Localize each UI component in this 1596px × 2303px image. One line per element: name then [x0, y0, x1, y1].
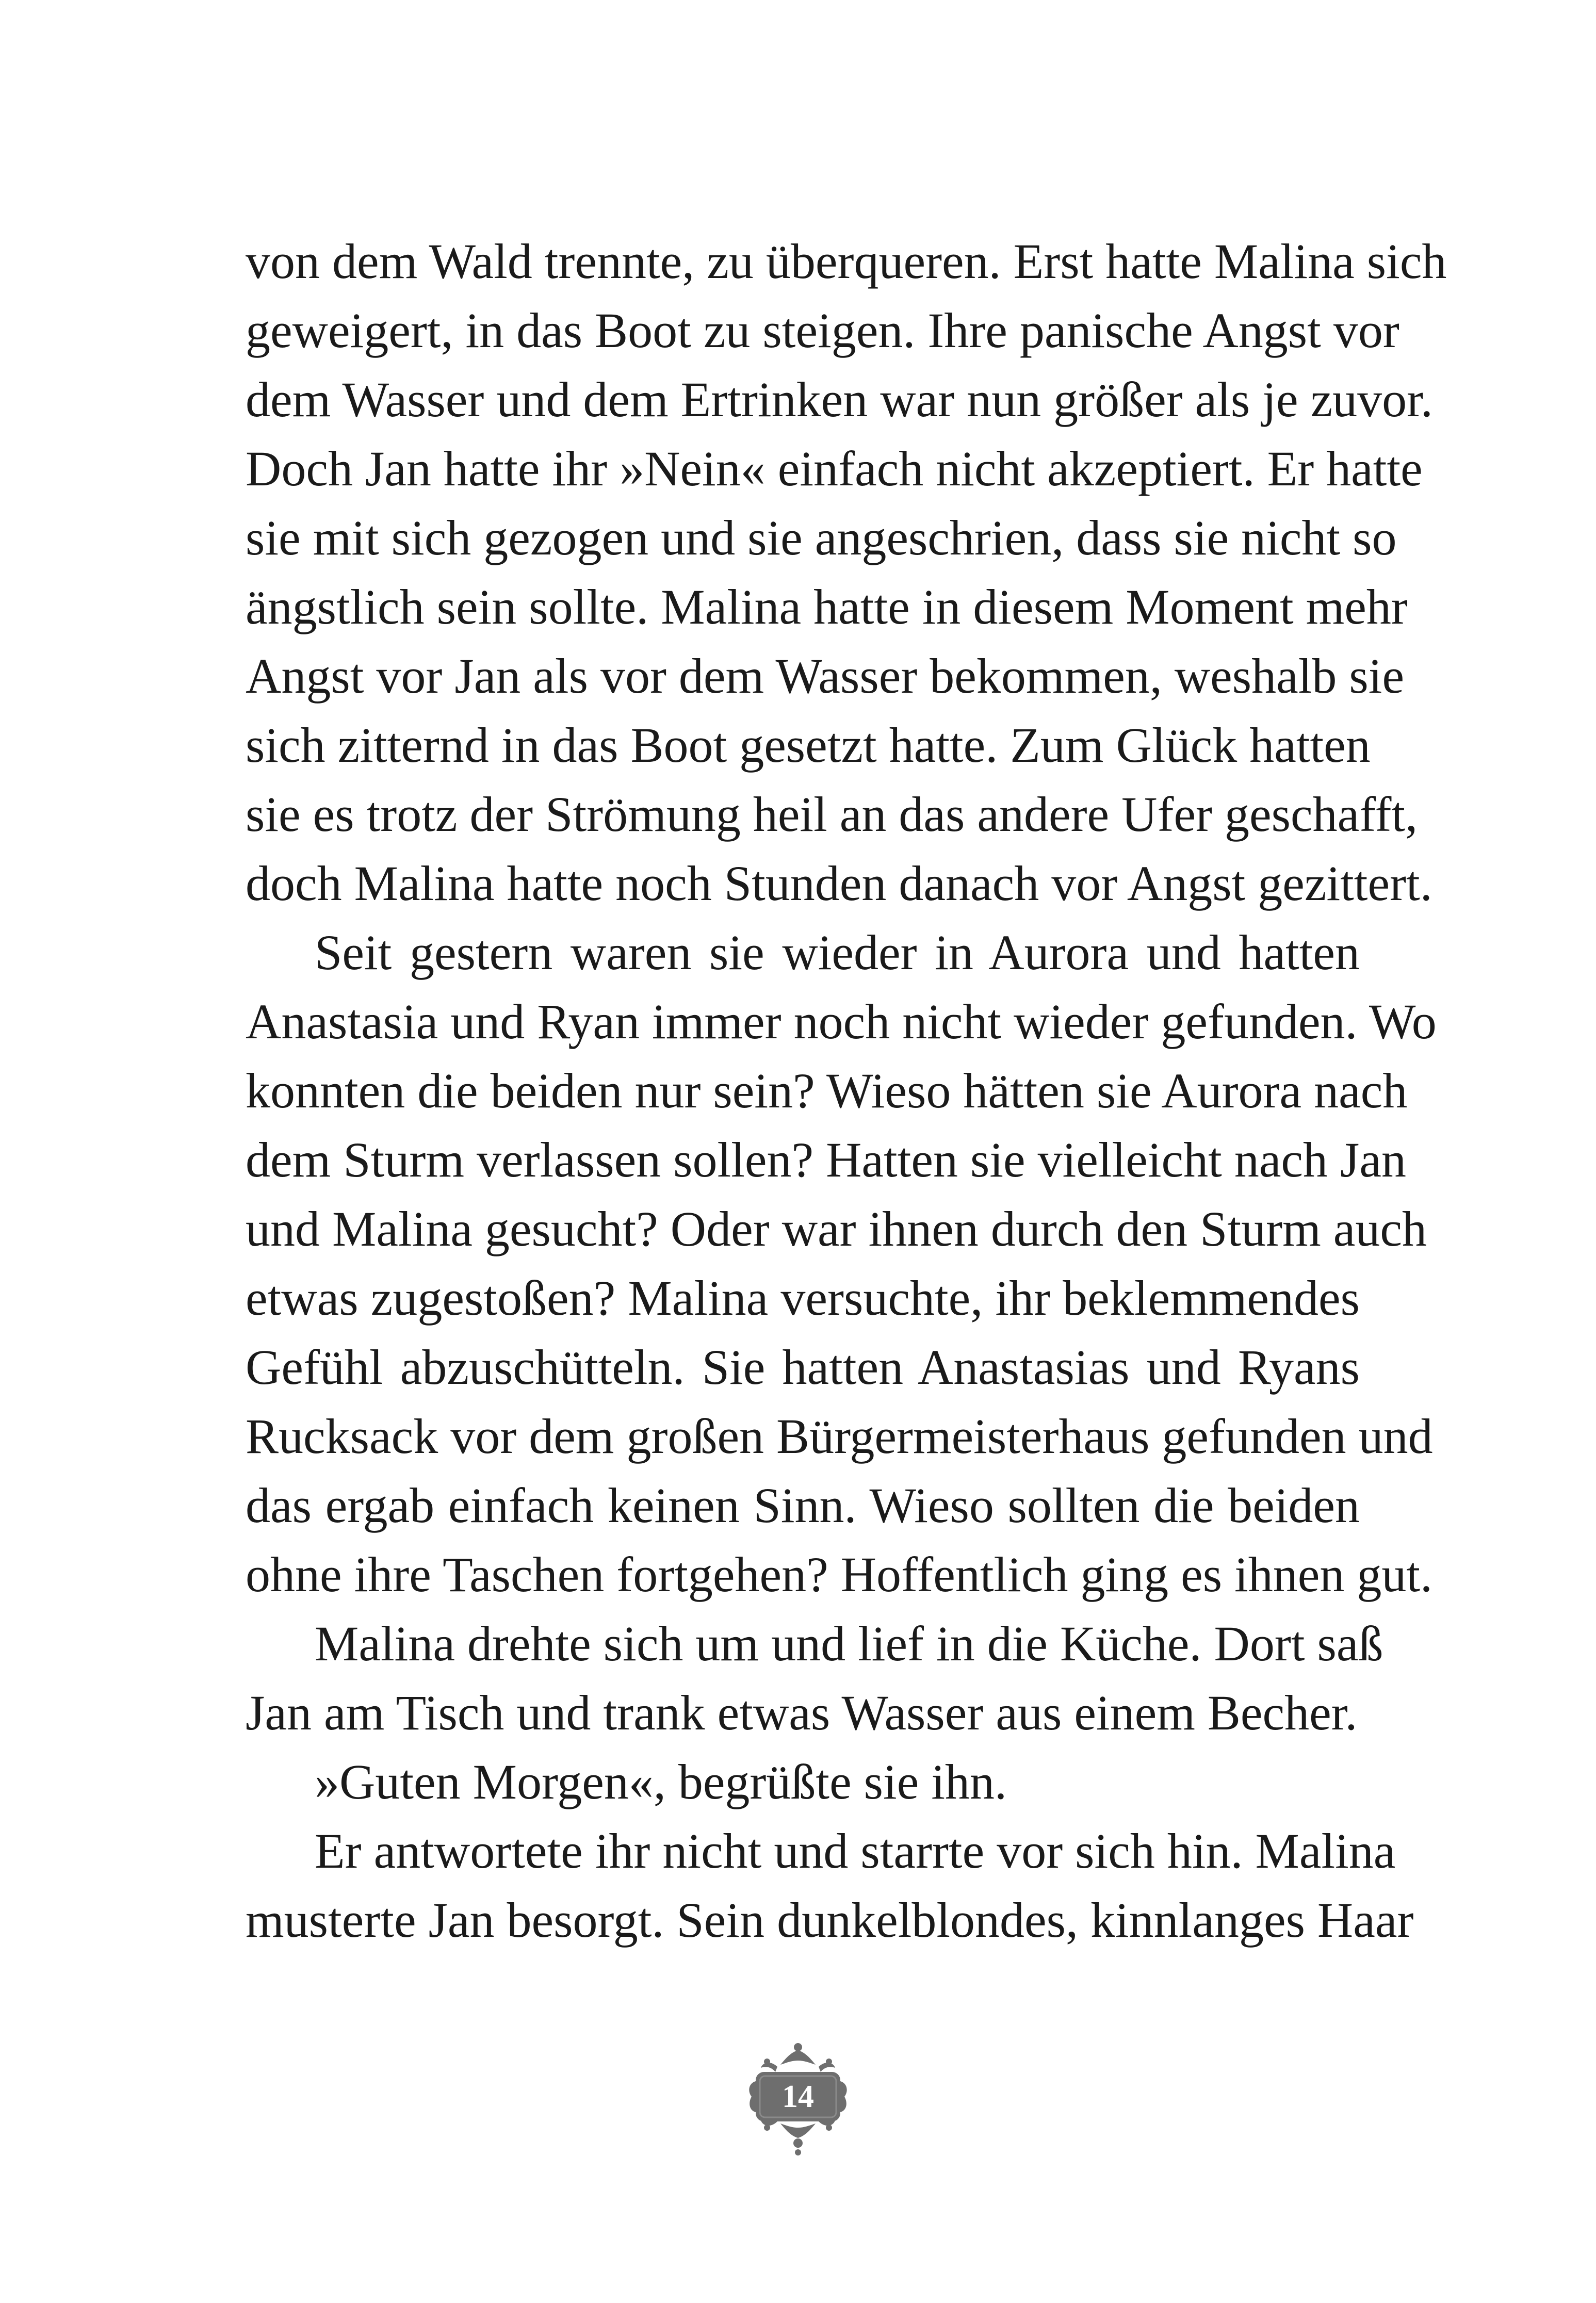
text-line: dem Sturm verlassen sollen? Hatten sie vielleicht nach Jan: [246, 1132, 1406, 1187]
text-line: Rucksack vor dem großen Bürgermeisterhaus gefunden und: [246, 1409, 1433, 1464]
text-line: Gefühl abzuschütteln. Sie hatten Anastasias und Ryans: [246, 1340, 1360, 1395]
text-line: das ergab einfach keinen Sinn. Wieso sollten die beiden: [246, 1478, 1360, 1533]
text-line: und Malina gesucht? Oder war ihnen durch den Sturm auch: [246, 1201, 1427, 1256]
text-line: sie mit sich gezogen und sie angeschrien, dass sie nicht so: [246, 510, 1397, 565]
text-line: Doch Jan hatte ihr »Nein« einfach nicht akzeptiert. Er hatte: [246, 441, 1423, 496]
text-line: ohne ihre Taschen fortgehen? Hoffentlich ging es ihnen gut.: [246, 1547, 1433, 1602]
body-text: [246, 227, 1447, 1955]
text-line: Seit gestern waren sie wieder in Aurora und hatten: [315, 925, 1360, 980]
text-line: Jan am Tisch und trank etwas Wasser aus einem Becher.: [246, 1685, 1358, 1740]
text-line: »Guten Morgen«, begrüßte sie ihn.: [315, 1754, 1007, 1809]
text-line: sich zitternd in das Boot gesetzt hatte. Zum Glück hatten: [246, 717, 1371, 773]
text-line: dem Wasser und dem Ertrinken war nun größer als je zuvor.: [246, 372, 1433, 427]
text-line: musterte Jan besorgt. Sein dunkelblondes, kinnlanges Haar: [246, 1892, 1414, 1948]
page-number-ornament: [746, 2040, 850, 2159]
text-line: doch Malina hatte noch Stunden danach vor Angst gezittert.: [246, 856, 1432, 911]
text-line: Er antwortete ihr nicht und starrte vor sich hin. Malina: [315, 1823, 1396, 1879]
text-line: geweigert, in das Boot zu steigen. Ihre panische Angst vor: [246, 303, 1399, 358]
text-line: konnten die beiden nur sein? Wieso hätten sie Aurora nach: [246, 1063, 1408, 1118]
page-number: 14: [782, 2079, 814, 2114]
text-line: etwas zugestoßen? Malina versuchte, ihr beklemmendes: [246, 1270, 1360, 1326]
text-line: Anastasia und Ryan immer noch nicht wieder gefunden. Wo: [246, 994, 1437, 1049]
text-line: Malina drehte sich um und lief in die Küche. Dort saß: [315, 1616, 1383, 1671]
text-line: ängstlich sein sollte. Malina hatte in diesem Moment mehr: [246, 579, 1408, 634]
text-line: von dem Wald trennte, zu überqueren. Erst hatte Malina sich: [246, 234, 1447, 289]
text-line: sie es trotz der Strömung heil an das andere Ufer geschafft,: [246, 787, 1418, 842]
text-line: Angst vor Jan als vor dem Wasser bekommen, weshalb sie: [246, 648, 1405, 704]
